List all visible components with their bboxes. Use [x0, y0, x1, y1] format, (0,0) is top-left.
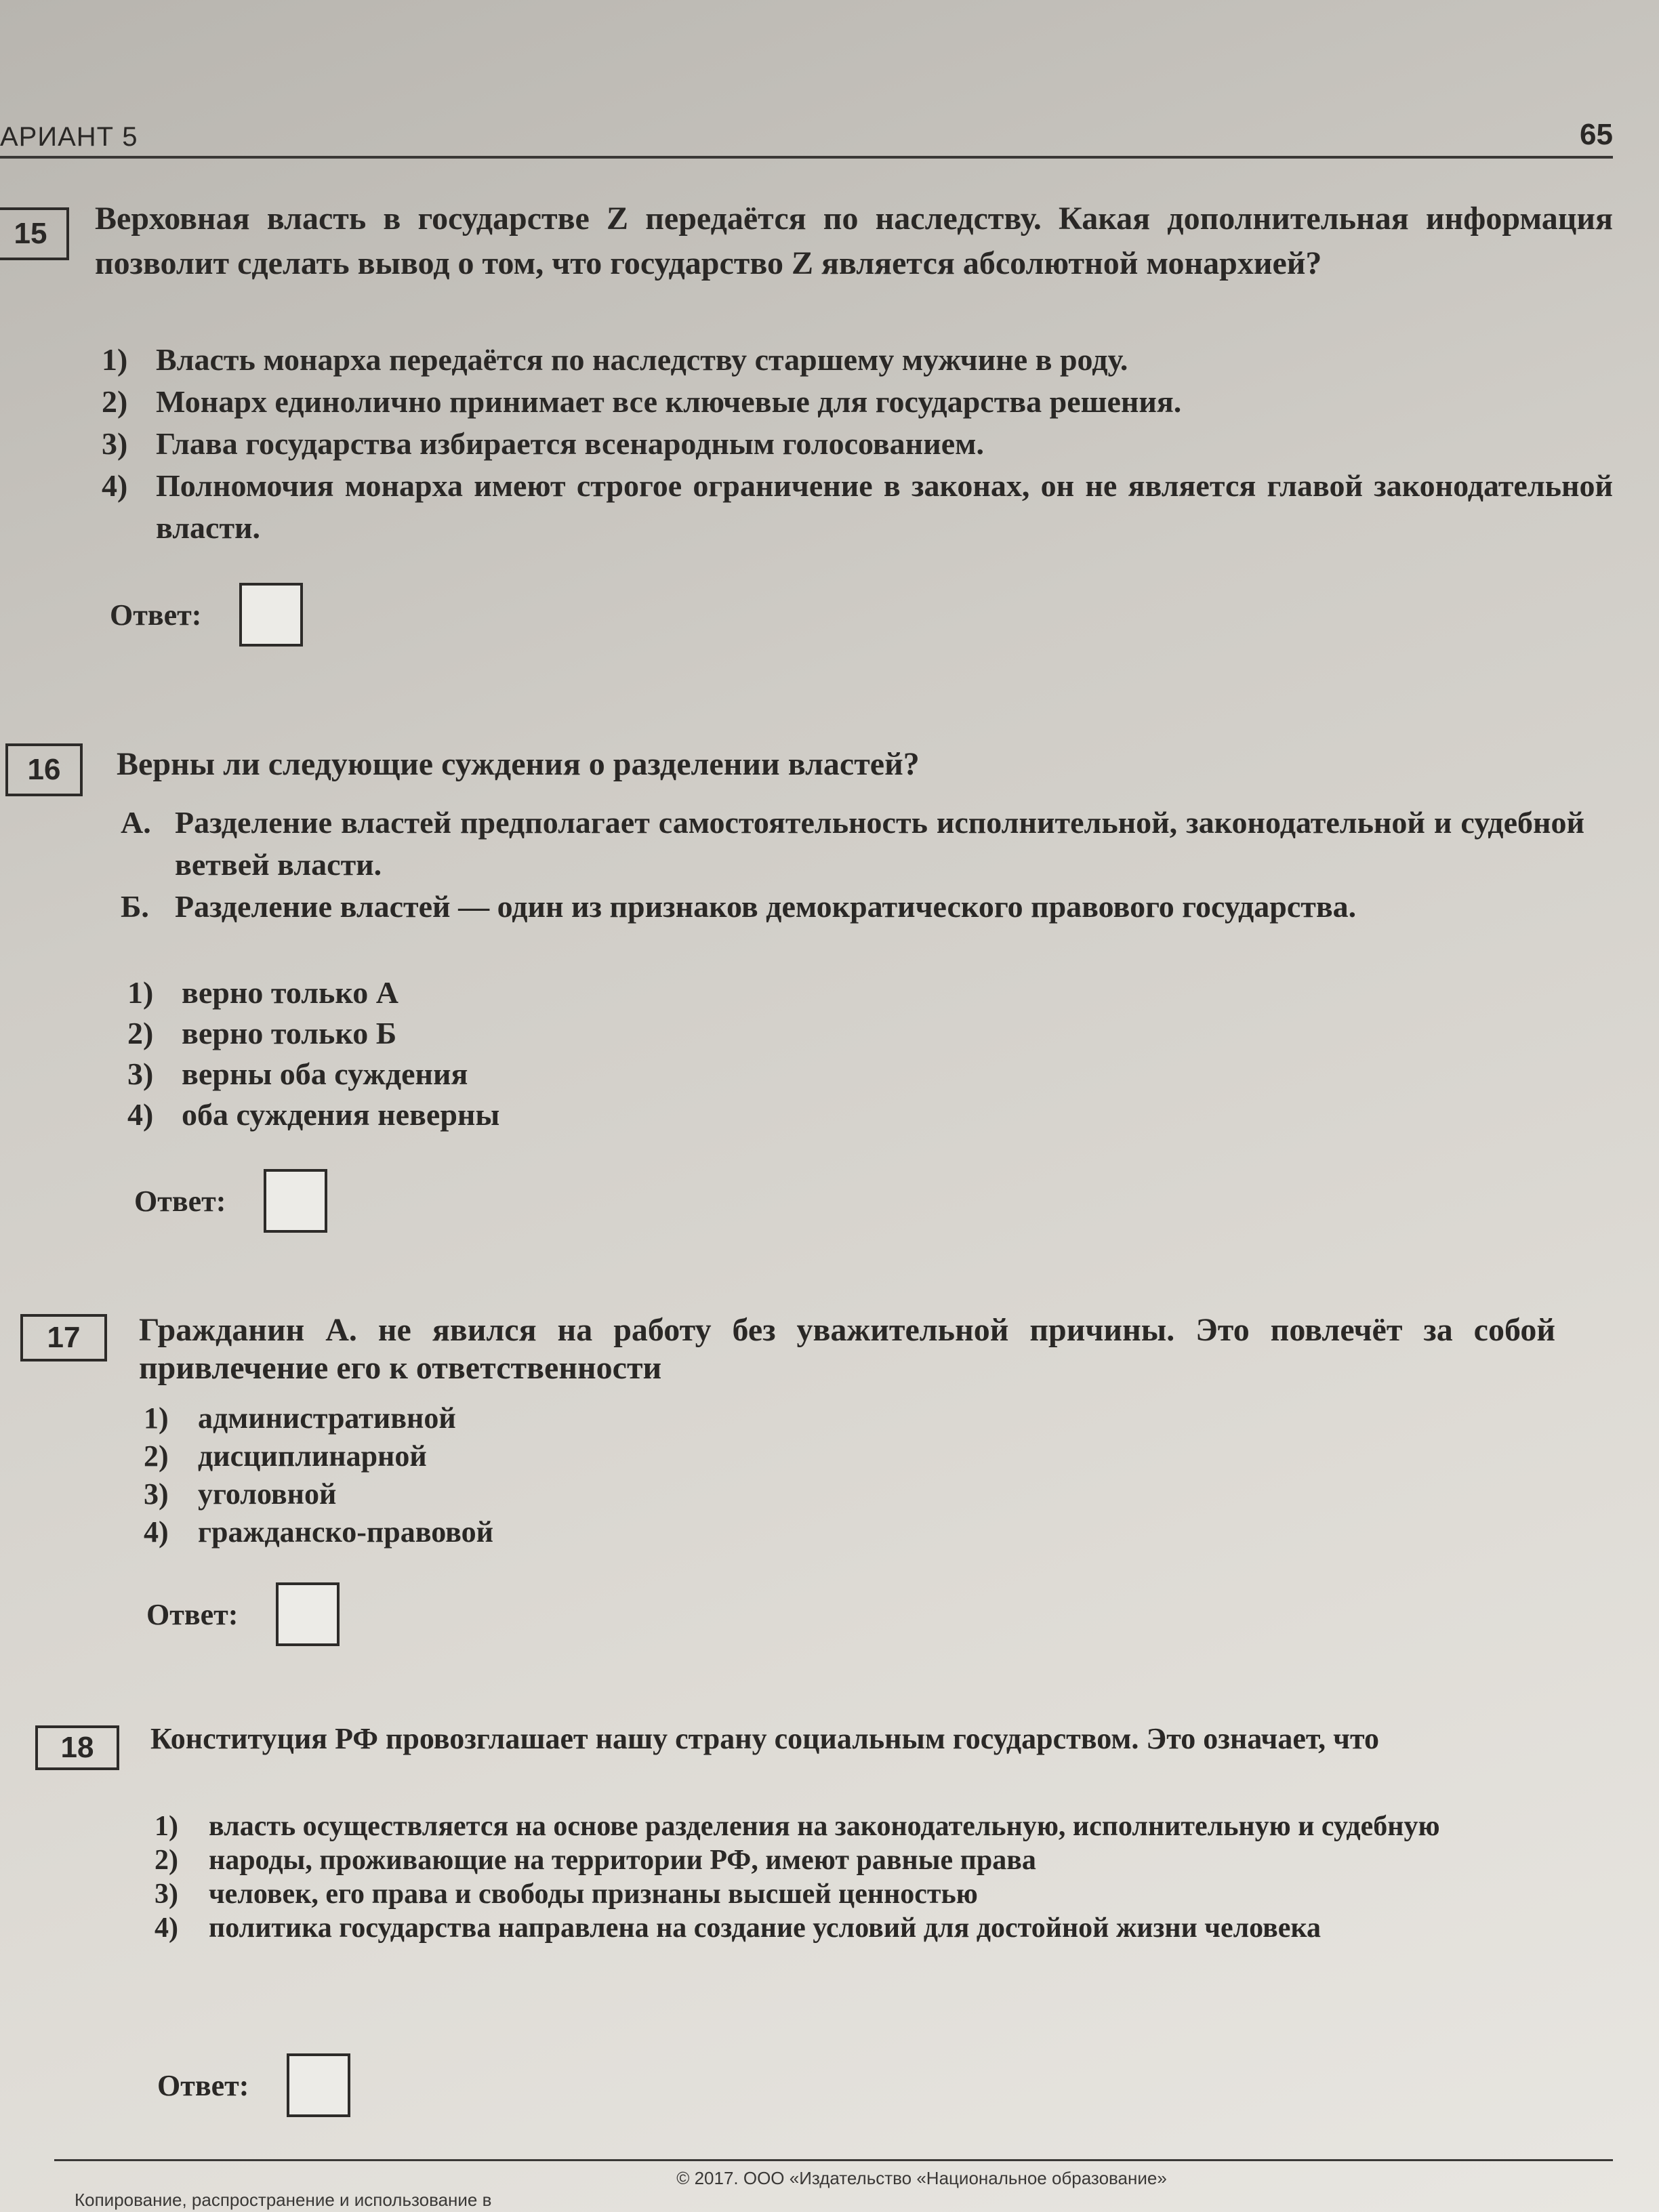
option-4: 4) оба суждения неверны	[127, 1097, 500, 1132]
task-question: Верны ли следующие суждения о разделении властей?	[117, 746, 920, 782]
option-4: 4) Полномочия монарха имеют строгое ограничение в законах, он не является главой законодательной власти.	[102, 468, 1613, 545]
answer-box[interactable]	[264, 1169, 327, 1233]
answer-label: Ответ:	[146, 1597, 239, 1631]
answer-box[interactable]	[287, 2053, 350, 2117]
statement-b: Б. Разделение властей — один из признаков демократического правового государства.	[121, 889, 1357, 924]
task-options	[144, 1399, 957, 1551]
statement-a: А. Разделение властей предполагает самостоятельность исполнительной, законодательной и судебной ветвей власти.	[121, 805, 1584, 882]
footer-divider	[54, 2159, 1613, 2161]
answer-row	[157, 2053, 350, 2117]
option-1: 1) власть осуществляется на основе разделения на законодательную, исполнительную и судебную	[155, 1811, 1440, 1842]
task-number: 15	[0, 207, 69, 260]
answer-row	[110, 583, 303, 647]
option-1: 1) Власть монарха передаётся по наследству старшему мужчине в роду.	[102, 342, 1128, 377]
task-number: 18	[35, 1725, 119, 1770]
task-options	[102, 339, 1613, 549]
option-2: 2) Монарх единолично принимает все ключевые для государства решения.	[102, 384, 1182, 419]
option-2: 2) верно только Б	[127, 1016, 397, 1050]
answer-row	[146, 1582, 340, 1646]
answer-box[interactable]	[239, 583, 303, 647]
answer-label: Ответ:	[134, 1184, 226, 1218]
task-options	[155, 1809, 1517, 1945]
task-statements	[121, 802, 1584, 928]
option-1: 1) верно только А	[127, 975, 398, 1010]
answer-row	[134, 1169, 327, 1233]
option-2: 2) дисциплинарной	[144, 1439, 427, 1473]
option-2: 2) народы, проживающие на территории РФ, имеют равные права	[155, 1845, 1036, 1876]
task-number: 16	[5, 743, 83, 796]
page-header	[0, 115, 1613, 159]
variant-label: АРИАНТ 5	[0, 122, 138, 152]
footer-copyright: © 2017. ООО «Издательство «Национальное образование»	[676, 2168, 1167, 2188]
answer-label: Ответ:	[157, 2068, 249, 2102]
option-3: 3) человек, его права и свободы признаны высшей ценностью	[155, 1879, 978, 1910]
task-question: Конституция РФ провозглашает нашу страну социальным государством. Это означает, что	[150, 1722, 1380, 1755]
page-number: 65	[1580, 118, 1613, 151]
option-3: 3) верны оба суждения	[127, 1057, 468, 1091]
option-3: 3) уголовной	[144, 1477, 337, 1511]
answer-label: Ответ:	[110, 598, 202, 632]
task-question: Верховная власть в государстве Z передаётся по наследству. Какая дополнительная информация позволит сделать вывод о том, что государство Z является абсолютной монархией?	[95, 201, 1613, 281]
option-4: 4) гражданско-правовой	[144, 1515, 493, 1549]
task-number: 17	[20, 1314, 107, 1361]
option-1: 1) административной	[144, 1401, 456, 1435]
option-3: 3) Глава государства избирается всенародным голосованием.	[102, 426, 984, 461]
task-question: Гражданин А. не явился на работу без уважительной причины. Это повлечёт за собой привлечение его к ответственности	[139, 1312, 1555, 1386]
task-options	[127, 972, 941, 1135]
footer-notice: Копирование, распространение и использование в	[75, 2190, 492, 2210]
option-4: 4) политика государства направлена на создание условий для достойной жизни человека	[155, 1912, 1322, 1944]
page-footer	[75, 2167, 1565, 2211]
answer-box[interactable]	[276, 1582, 340, 1646]
